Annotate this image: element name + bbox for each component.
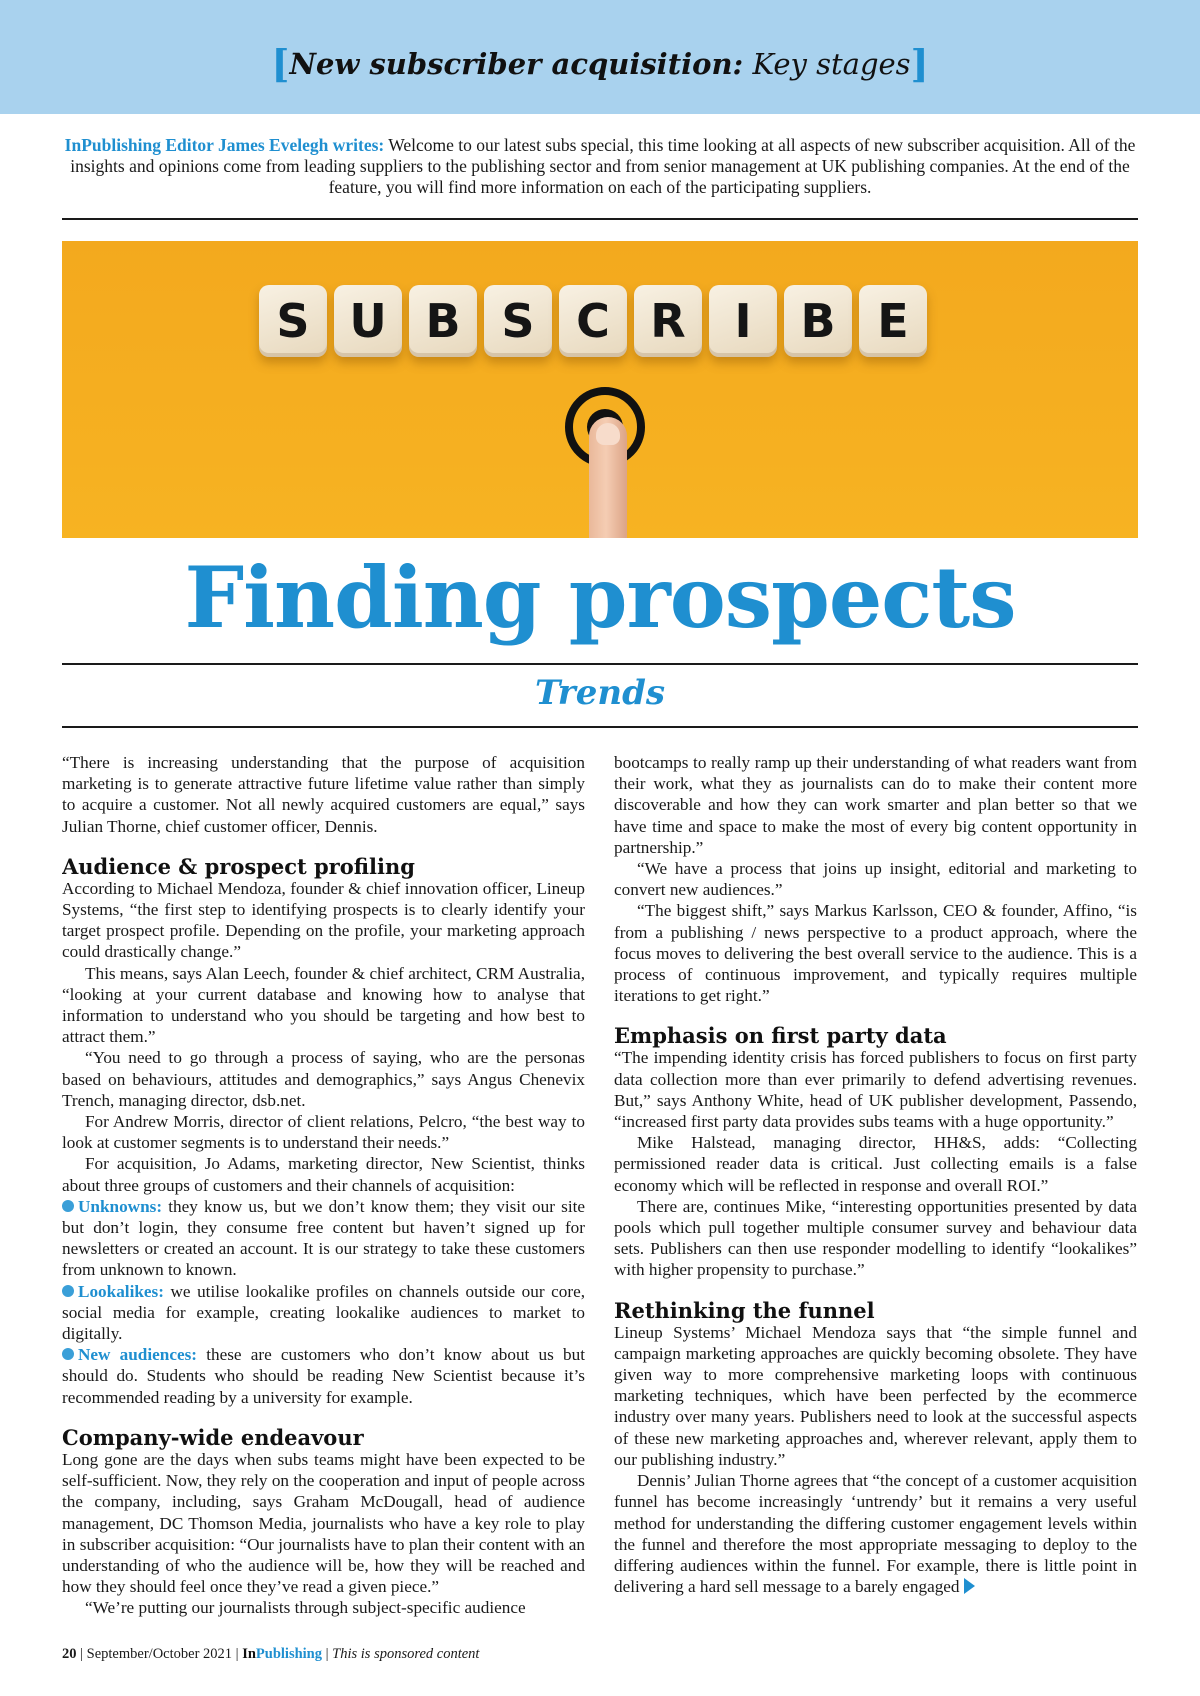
arrow-right-icon [964, 1578, 975, 1594]
paragraph: Long gone are the days when subs teams might have been expected to be self-sufficient. Now, they rely on the cooperation and input of people across the company, including, says Graham McDougall, head of audience management, DC Thomson Media, journalists who have a key role to play in subscriber acquisition: “Our journalists have to plan their content with an understanding of who the audience will be, how they will be reached and how they should feel once they’ve read a given piece.” [62, 1449, 585, 1597]
letter-tile: C [559, 285, 627, 357]
issue-date: September/October 2021 [86, 1646, 233, 1662]
brand-publishing: Publishing [255, 1646, 322, 1662]
letter-tile: B [409, 285, 477, 357]
bullet-term: New audiences: [78, 1345, 197, 1365]
bullet-term: Unknowns: [78, 1196, 163, 1216]
bullet-item [62, 1281, 585, 1345]
brand-in: In [242, 1646, 256, 1662]
footer-separator: | [76, 1646, 87, 1662]
banner-title-bold: New subscriber acquisition: [289, 47, 744, 81]
paragraph: “We’re putting our journalists through subject-specific audience [85, 1598, 526, 1618]
section-title: Trends [534, 673, 665, 713]
paragraph: This means, says Alan Leech, founder & chief architect, CRM Australia, “looking at your current database and knowing how to analyse that information to understand who you should be targeting and how best to attract them.” [62, 963, 585, 1047]
paragraph [614, 1470, 1137, 1597]
bullet-item [62, 1344, 585, 1408]
banner-title-italic: Key stages [743, 47, 911, 81]
paragraph: “The impending identity crisis has forced publishers to focus on first party data collection more than ever primarily to defend advertising revenues. But,” says Anthony White, head of UK publisher development, Passendo, “increased first party data provides subs teams with a huge opportunity.” [614, 1048, 1137, 1132]
paragraph: For Andrew Morris, director of client relations, Pelcro, “the best way to look at customer segments is to understand their needs.” [62, 1112, 585, 1153]
letter-tile: S [484, 285, 552, 357]
article-headline: Finding prospects [184, 548, 1016, 647]
subheading: Company-wide endeavour [62, 1424, 364, 1450]
footer-separator: | [232, 1646, 243, 1662]
page-footer [62, 1644, 479, 1664]
divider-section [62, 726, 1138, 728]
divider-headline [62, 663, 1138, 665]
paragraph: “You need to go through a process of saying, who are the personas based on behaviours, attitudes and demographics,” says Angus Chenevix Trench, managing director, dsb.net. [62, 1048, 585, 1110]
subheading: Emphasis on first party data [614, 1023, 947, 1049]
letter-tile: I [709, 285, 777, 357]
bullet-item [62, 1196, 585, 1281]
bullet-text: we utilise lookalike profiles on channels outside our core, social media for example, creating lookalike audiences to market to digitally. [62, 1281, 585, 1344]
divider-top [62, 218, 1138, 220]
sponsored-note: This is sponsored content [332, 1646, 480, 1662]
bullet-text: these are customers who don’t know about us but should do. Students who should be reading New Scientist because it’s recommended reading by a university for example. [62, 1345, 585, 1407]
bracket-close: ] [910, 41, 929, 86]
paragraph: bootcamps to really ramp up their understanding of what readers want from their work, what they as journalists can do to make their content more discoverable and how they can work smarter and plan better so that we have time and space to make the most of every big content opportunity in partnership.” [614, 753, 1137, 857]
column-right [614, 752, 1137, 1632]
page-number: 20 [62, 1646, 77, 1662]
subheading: Audience & prospect profiling [62, 853, 415, 879]
letter-tile: R [634, 285, 702, 357]
banner-title [0, 41, 1200, 86]
paragraph-text: Dennis’ Julian Thorne agrees that “the concept of a customer acquisition funnel has become increasingly ‘untrendy’ but it remains a very useful method for understanding the differing customer engagement levels within the funnel and therefore the most appropriate messaging to deploy to the differing audiences within the funnel. For example, there is little point in delivering a hard sell message to a barely engaged [614, 1471, 1137, 1597]
intro-text: Welcome to our latest subs special, this time looking at all aspects of new subscriber acquisition. All of the insights and opinions come from leading suppliers to the publishing sector and from senior management at UK publishing companies. At the end of the feature, you will find more information on each of the participating suppliers. [70, 135, 1136, 197]
paragraph: Lineup Systems’ Michael Mendoza says that “the simple funnel and campaign marketing approaches are quickly becoming obsolete. They have given way to more comprehensive marketing loops with continuous marketing techniques, which have been perfected by the ecommerce industry over many years. Publishers need to look at the successful aspects of these new marketing approaches and, wherever relevant, apply them to our publishing industry.” [614, 1322, 1137, 1469]
finger-icon [589, 417, 627, 538]
bullet-icon [62, 1348, 74, 1360]
paragraph: “The biggest shift,” says Markus Karlsson, CEO & founder, Affino, “is from a publishing / news perspective to a product approach, where the focus moves to delivering the best overall service to the audience. This is a process of continuous improvement, and typically requires multiple iterations to get right.” [614, 901, 1137, 1006]
paragraph: There are, continues Mike, “interesting opportunities presented by data pools which pull together multiple consumer survey and behaviour data sets. Publishers can then use responder modelling to identify “lookalikes” with higher propensity to purchase.” [614, 1196, 1137, 1280]
hero-image [62, 241, 1138, 538]
paragraph: Mike Halstead, managing director, HH&S, adds: “Collecting permissioned reader data is critical. Just collecting emails is a false economy which will be reflected in response and overall ROI.” [614, 1133, 1137, 1195]
letter-tile: S [259, 285, 327, 357]
paragraph: “There is increasing understanding that the purpose of acquisition marketing is to generate attractive future lifetime value rather than simply to acquire a customer. Not all newly acquired customers are equal,” says Julian Thorne, chief customer officer, Dennis. [62, 753, 585, 836]
bracket-open: [ [271, 41, 290, 86]
subscribe-tiles [62, 285, 1138, 375]
editor-intro [62, 135, 1138, 198]
paragraph: For acquisition, Jo Adams, marketing director, New Scientist, thinks about three groups of customers and their channels of acquisition: [62, 1154, 585, 1195]
bullet-icon [62, 1200, 74, 1212]
column-left [62, 752, 585, 1632]
intro-lead: InPublishing Editor James Evelegh writes: [64, 135, 385, 155]
bullet-text: they know us, but we don’t know them; they visit our site but don’t login, they consume free content but haven’t signed up for newsletters or created an account. It is our strategy to take these customers from unknown to known. [62, 1196, 585, 1280]
letter-tile: E [859, 285, 927, 357]
header-banner [0, 0, 1200, 114]
letter-tile: B [784, 285, 852, 357]
bullet-term: Lookalikes: [78, 1281, 164, 1301]
footer-separator: | [322, 1646, 333, 1662]
subheading: Rethinking the funnel [614, 1297, 875, 1323]
letter-tile: U [334, 285, 402, 357]
paragraph: “We have a process that joins up insight, editorial and marketing to convert new audiences.” [614, 859, 1137, 900]
paragraph: According to Michael Mendoza, founder & chief innovation officer, Lineup Systems, “the first step to identifying prospects is to clearly identify your target prospect profile. Depending on the profile, your marketing approach could drastically change.” [62, 878, 585, 962]
bullet-icon [62, 1285, 74, 1297]
